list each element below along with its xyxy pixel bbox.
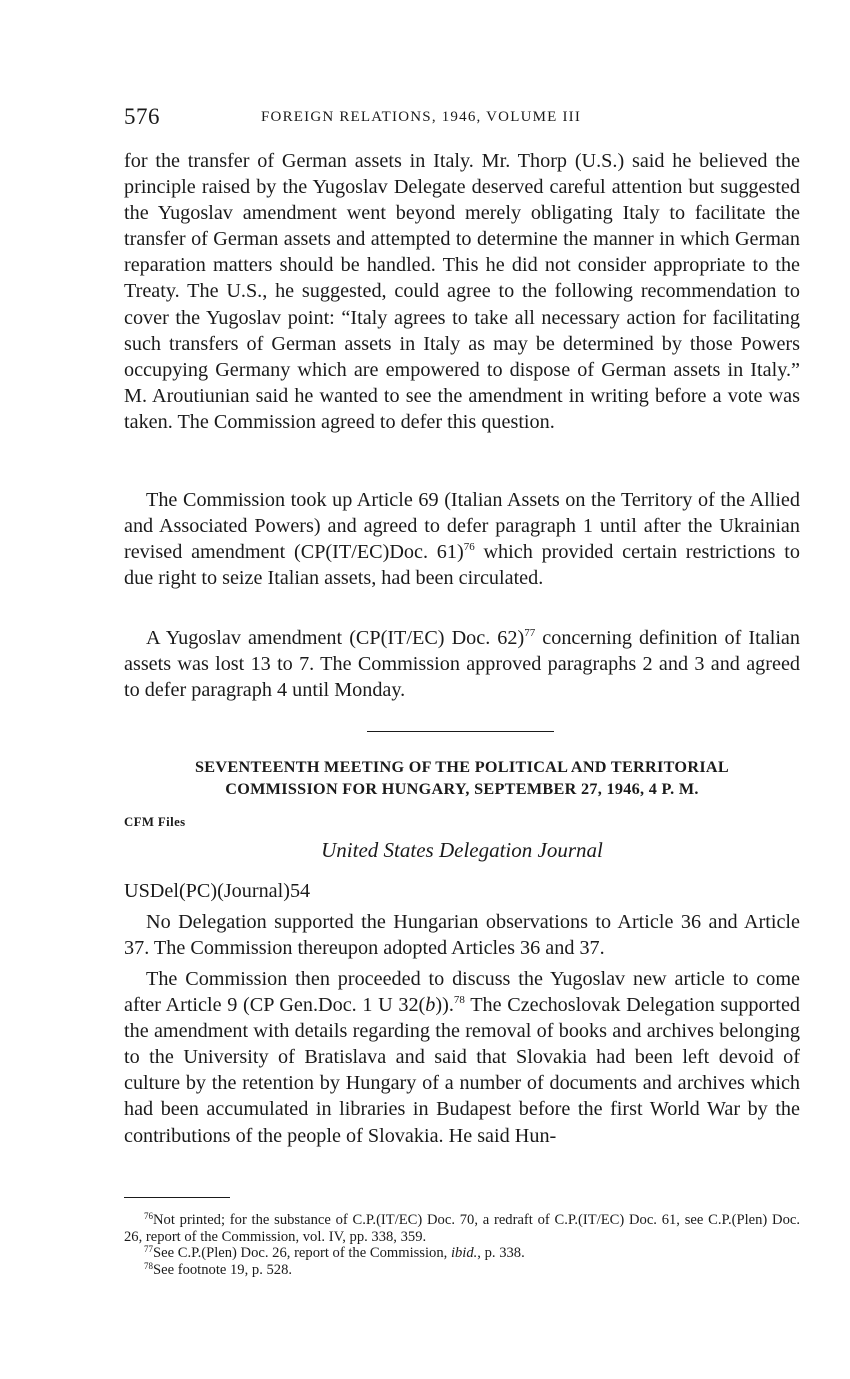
footnote-ref-76[interactable]: 76 [463, 541, 475, 554]
paragraph-article-69 [124, 487, 800, 591]
paragraph-text: No Delegation supported the Hungarian observations to Article 36 and Article 37. The Commission thereupon adopted Articles 36 and 37. [124, 911, 800, 960]
text-run: The Commission then proceeded to discuss the Yugoslav new article to come after Article 9 (CP Gen.Doc. 1 U 32( [124, 968, 800, 1017]
heading-line-2: COMMISSION FOR HUNGARY, SEPTEMBER 27, 1946, 4 P. M. [225, 780, 699, 798]
text-run: The Czechoslovak Delegation supported the amendment with details regarding the removal of books and archives belonging to the University of Bratislava and said that Slovakia had been left devoid of culture by the retention by Hungary of a number of documents and archives which had been accumulated in libraries in Budapest before the first World War by the contributions of the people of Slovakia. He said Hun- [124, 994, 801, 1147]
text-run: concerning definition of Italian assets was lost 13 to 7. The Commission approved paragraphs 2 and 3 and agreed to defer paragraph 4 until Monday. [124, 627, 800, 702]
footnote-text: See footnote 19, p. 528. [153, 1261, 293, 1278]
section-divider [367, 731, 554, 732]
text-italic: b [425, 994, 436, 1017]
footnotes [124, 1212, 800, 1278]
document-id: USDel(PC)(Journal)54 [124, 880, 311, 902]
footnote-text: See C.P.(Plen) Doc. 26, report of the Commission, [153, 1245, 451, 1261]
running-header [124, 104, 800, 130]
meeting-heading [124, 756, 800, 800]
running-title: FOREIGN RELATIONS, 1946, VOLUME III [261, 109, 582, 125]
heading-line-1: SEVENTEENTH MEETING OF THE POLITICAL AND TERRITORIAL [194, 758, 730, 776]
text-run: A Yugoslav amendment (CP(IT/EC) Doc. 62) [146, 627, 525, 649]
document-subtitle: United States Delegation Journal [321, 838, 603, 862]
paragraph-yugoslav-amendment [124, 625, 800, 703]
page-number: 576 [124, 104, 160, 129]
paragraph-text: for the transfer of German assets in Italy. Mr. Thorp (U.S.) said he believed the principle raised by the Yugoslav Delegate deserved careful attention but suggested the Yugoslav amendment went beyond merely obligating Italy to facilitate the transfer of German assets and attempted to determine the manner in which German reparation matters should be handled. This he did not consider appropriate to the Treaty. The U.S., he suggested, could agree to the following recommendation to cover the Yugoslav point: “Italy agrees to take all necessary action for facilitating such transfers of German assets in Italy as may be determined by those Powers occupying Germany which are empowered to dispose of German assets in Italy.” M. Aroutiunian said he wanted to see the amendment in writing before a vote was taken. The Commission agreed to defer this question. [124, 150, 800, 433]
footnote-italic: ibid. [450, 1245, 478, 1261]
footnote-77 [124, 1245, 800, 1262]
paragraph-text [124, 625, 800, 703]
paragraph-yugoslav-new-article [124, 966, 800, 1149]
text-run: The Commission took up Article 69 (Italian Assets on the Territory of the Allied and Associated Powers) and agreed to defer paragraph 1 until after the Ukrainian revised amendment (CP(IT/EC)Doc. 61) [124, 489, 800, 564]
footnote-marker: 77 [144, 1244, 153, 1254]
footnote-text: Not printed; for the substance of C.P.(IT/EC) Doc. 70, a redraft of C.P.(IT/EC) Doc. 61, see C.P.(Plen) Doc. 26, report of the Commission, vol. IV, pp. 338, 359. [124, 1212, 800, 1245]
footnote-text: , p. 338. [477, 1245, 525, 1261]
text-run: which provided certain restrictions to due right to seize Italian assets, had been circulated. [124, 541, 800, 590]
footnote-ref-78[interactable]: 78 [453, 994, 465, 1007]
paragraph-text [124, 487, 800, 591]
footnote-divider [124, 1197, 230, 1198]
paragraph-thorp-statement [124, 148, 800, 435]
footnote-marker: 76 [144, 1211, 153, 1221]
footnote-ref-77[interactable]: 77 [524, 627, 536, 639]
source-label: CFM Files [124, 815, 186, 829]
paragraph-articles-36-37 [124, 909, 800, 961]
paragraph-text [124, 966, 800, 1149]
footnote-78 [124, 1262, 800, 1279]
footnote-76 [124, 1212, 800, 1245]
text-run: )). [435, 994, 454, 1017]
footnote-marker: 78 [144, 1260, 153, 1271]
